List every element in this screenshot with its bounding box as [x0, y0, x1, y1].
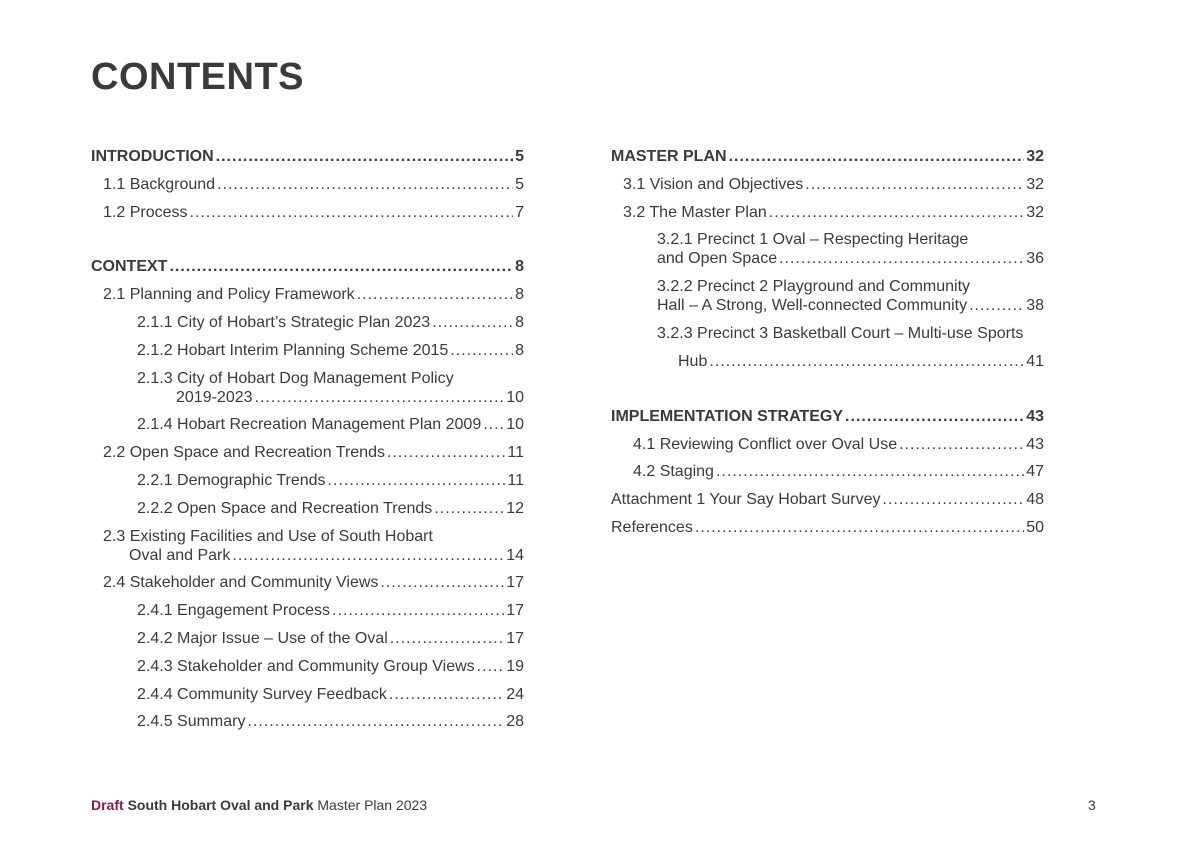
- toc-page-number: 50: [1026, 518, 1044, 536]
- footer-project-name: South Hobart Oval and Park: [127, 797, 314, 813]
- leader-dots: [483, 415, 504, 434]
- toc-page-number: 48: [1026, 491, 1044, 509]
- toc-entry-planning[interactable]: [91, 285, 524, 304]
- leader-dots: [434, 499, 504, 518]
- toc-right-column: [611, 147, 1044, 546]
- toc-entry-text: 2.4.4 Community Survey Feedback: [137, 685, 387, 703]
- toc-entry-text: 3.2 The Master Plan: [623, 203, 767, 221]
- toc-entry-text: 2.4.3 Stakeholder and Community Group Views: [137, 657, 475, 675]
- toc-entry-text: Oval and Park: [129, 546, 231, 564]
- toc-entry-text: 2.4.1 Engagement Process: [137, 602, 331, 620]
- toc-entry-existing-facilities[interactable]: [91, 527, 524, 565]
- leader-dots: [232, 546, 504, 565]
- leader-dots: [769, 203, 1024, 222]
- toc-page-number: 5: [515, 175, 524, 193]
- toc-page-number: 10: [506, 416, 524, 434]
- toc-page-number: 8: [515, 258, 524, 276]
- toc-page-number: 24: [506, 685, 524, 703]
- toc-entry-continuation: [657, 296, 1044, 315]
- toc-page-number: 19: [506, 657, 524, 675]
- toc-page-number: 8: [515, 341, 524, 359]
- toc-entry-text: and Open Space: [657, 250, 778, 268]
- leader-dots: [332, 601, 504, 620]
- toc-entry-text: 2019-2023: [176, 388, 253, 406]
- toc-entry-recreation-plan[interactable]: [91, 415, 524, 434]
- toc-entry-continuation: [137, 388, 524, 407]
- toc-entry-major-issue[interactable]: [91, 629, 524, 648]
- section-gap: [91, 230, 524, 257]
- leader-dots: [217, 175, 513, 194]
- toc-entry-text: 3.2.3 Precinct 3 Basketball Court – Multi-use Sports: [657, 324, 1024, 342]
- toc-page-number: 5: [515, 148, 524, 165]
- toc-entry-text: 2.1.4 Hobart Recreation Management Plan 2009: [137, 416, 482, 434]
- leader-dots: [328, 471, 506, 490]
- toc-entry-process[interactable]: [91, 203, 524, 222]
- toc-page-number: 32: [1026, 175, 1044, 193]
- toc-entry-continuation: [657, 249, 1044, 268]
- toc-entry-text: IMPLEMENTATION STRATEGY: [611, 407, 843, 425]
- toc-page-number: 32: [1026, 203, 1044, 221]
- leader-dots: [477, 657, 505, 676]
- toc-entry-vision[interactable]: [611, 175, 1044, 194]
- toc-page-number: 17: [506, 629, 524, 647]
- toc-entry-interim-scheme[interactable]: [91, 341, 524, 360]
- leader-dots: [845, 407, 1024, 426]
- leader-dots: [387, 443, 505, 462]
- toc-page-number: 12: [506, 499, 524, 517]
- toc-entry-dog-policy[interactable]: [91, 369, 524, 407]
- leader-dots: [390, 629, 504, 648]
- leader-dots: [450, 341, 513, 360]
- toc-entry-open-space-trends[interactable]: [91, 499, 524, 518]
- toc-entry-stakeholder[interactable]: [91, 573, 524, 592]
- toc-entry-text: 1.1 Background: [103, 175, 216, 193]
- leader-dots: [255, 388, 505, 407]
- toc-entry-text: References: [611, 518, 693, 536]
- toc-entry-context[interactable]: [91, 257, 524, 276]
- leader-dots: [189, 203, 513, 222]
- toc-page-number: 41: [1026, 352, 1044, 370]
- leader-dots: [779, 249, 1024, 268]
- leader-dots: [169, 257, 513, 276]
- toc-page-number: 47: [1026, 463, 1044, 481]
- toc-page-number: 7: [515, 203, 524, 221]
- toc-page-number: 32: [1026, 148, 1044, 165]
- toc-entry-text: Hall – A Strong, Well-connected Community: [657, 297, 968, 315]
- toc-entry-master-plan[interactable]: [611, 147, 1044, 166]
- leader-dots: [709, 352, 1024, 371]
- toc-entry-text: 2.4 Stakeholder and Community Views: [103, 574, 379, 592]
- toc-page-number: 43: [1026, 435, 1044, 453]
- toc-entry-text: 2.1.2 Hobart Interim Planning Scheme 2015: [137, 341, 449, 359]
- toc-entry-text: 2.1.1 City of Hobart’s Strategic Plan 2023: [137, 313, 431, 331]
- footer-document-name: Master Plan 2023: [317, 797, 428, 813]
- leader-dots: [969, 296, 1024, 315]
- leader-dots: [695, 518, 1024, 537]
- leader-dots: [882, 490, 1024, 509]
- toc-entry-text: INTRODUCTION: [91, 148, 214, 165]
- leader-dots: [216, 147, 513, 166]
- toc-page-number: 17: [506, 602, 524, 620]
- toc-entry-demographic[interactable]: [91, 471, 524, 490]
- toc-entry-text: Attachment 1 Your Say Hobart Survey: [611, 491, 881, 509]
- section-gap: [611, 380, 1044, 407]
- toc-entry-text: Hub: [678, 352, 708, 370]
- leader-dots: [899, 435, 1024, 454]
- toc-left-column: [91, 147, 524, 740]
- toc-entry-text: 2.4.2 Major Issue – Use of the Oval: [137, 629, 388, 647]
- toc-entry-background[interactable]: [91, 175, 524, 194]
- toc-entry-text: 2.1 Planning and Policy Framework: [103, 286, 355, 304]
- toc-entry-attachment[interactable]: [611, 490, 1044, 509]
- toc-page-number: 38: [1026, 297, 1044, 315]
- leader-dots: [432, 313, 513, 332]
- toc-entry-text: CONTEXT: [91, 258, 168, 276]
- toc-entry-summary[interactable]: [91, 712, 524, 731]
- leader-dots: [716, 462, 1024, 481]
- toc-page-number: 11: [507, 444, 524, 462]
- toc-entry-precinct-2[interactable]: [611, 277, 1044, 315]
- toc-page-number: 10: [506, 388, 524, 406]
- toc-entry-implementation[interactable]: [611, 407, 1044, 426]
- toc-page-number: 28: [506, 713, 524, 731]
- page-title: CONTENTS: [91, 56, 304, 98]
- toc-entry-text: 2.2.2 Open Space and Recreation Trends: [137, 499, 433, 517]
- toc-entry-continuation: [657, 352, 1044, 371]
- toc-entry-conflict[interactable]: [611, 435, 1044, 454]
- toc-entry-open-space[interactable]: [91, 443, 524, 462]
- leader-dots: [389, 685, 504, 704]
- toc-entry-precinct-1[interactable]: [611, 230, 1044, 268]
- toc-entry-strategic-plan[interactable]: [91, 313, 524, 332]
- toc-entry-text: 1.2 Process: [103, 203, 188, 221]
- toc-entry-the-master-plan[interactable]: [611, 203, 1044, 222]
- toc-entry-introduction[interactable]: [91, 147, 524, 166]
- toc-page-number: 17: [506, 574, 524, 592]
- toc-entry-group-views[interactable]: [91, 657, 524, 676]
- leader-dots: [805, 175, 1024, 194]
- toc-entry-text: 2.3 Existing Facilities and Use of South Hobart: [103, 527, 433, 545]
- toc-page-number: 36: [1026, 250, 1044, 268]
- leader-dots: [247, 712, 504, 731]
- toc-entry-precinct-3[interactable]: [611, 324, 1044, 371]
- leader-dots: [380, 573, 504, 592]
- toc-entry-text: 3.1 Vision and Objectives: [623, 175, 804, 193]
- page-number: 3: [1088, 797, 1096, 813]
- leader-dots: [729, 147, 1025, 166]
- toc-page-number: 8: [515, 286, 524, 304]
- toc-entry-text: 2.2.1 Demographic Trends: [137, 471, 326, 489]
- toc-entry-continuation: [103, 546, 524, 565]
- toc-entry-references[interactable]: [611, 518, 1044, 537]
- footer-draft-label: Draft: [91, 797, 124, 813]
- leader-dots: [357, 285, 513, 304]
- toc-entry-text: 3.2.2 Precinct 2 Playground and Community: [657, 278, 971, 296]
- toc-entry-survey-feedback[interactable]: [91, 685, 524, 704]
- footer: [91, 797, 427, 813]
- toc-entry-text: MASTER PLAN: [611, 148, 727, 165]
- toc-entry-text: 4.2 Staging: [633, 463, 714, 481]
- toc-page-number: 43: [1026, 407, 1044, 425]
- toc-page-number: 14: [506, 546, 524, 564]
- toc-page-number: 11: [507, 471, 524, 489]
- toc-entry-text: 2.4.5 Summary: [137, 713, 246, 731]
- toc-entry-text: 2.1.3 City of Hobart Dog Management Policy: [137, 369, 454, 387]
- toc-entry-text: 4.1 Reviewing Conflict over Oval Use: [633, 435, 898, 453]
- toc-entry-staging[interactable]: [611, 462, 1044, 481]
- toc-page-number: 8: [515, 313, 524, 331]
- toc-entry-text: 2.2 Open Space and Recreation Trends: [103, 444, 385, 462]
- toc-entry-text: 3.2.1 Precinct 1 Oval – Respecting Heritage: [657, 231, 969, 249]
- toc-entry-engagement[interactable]: [91, 601, 524, 620]
